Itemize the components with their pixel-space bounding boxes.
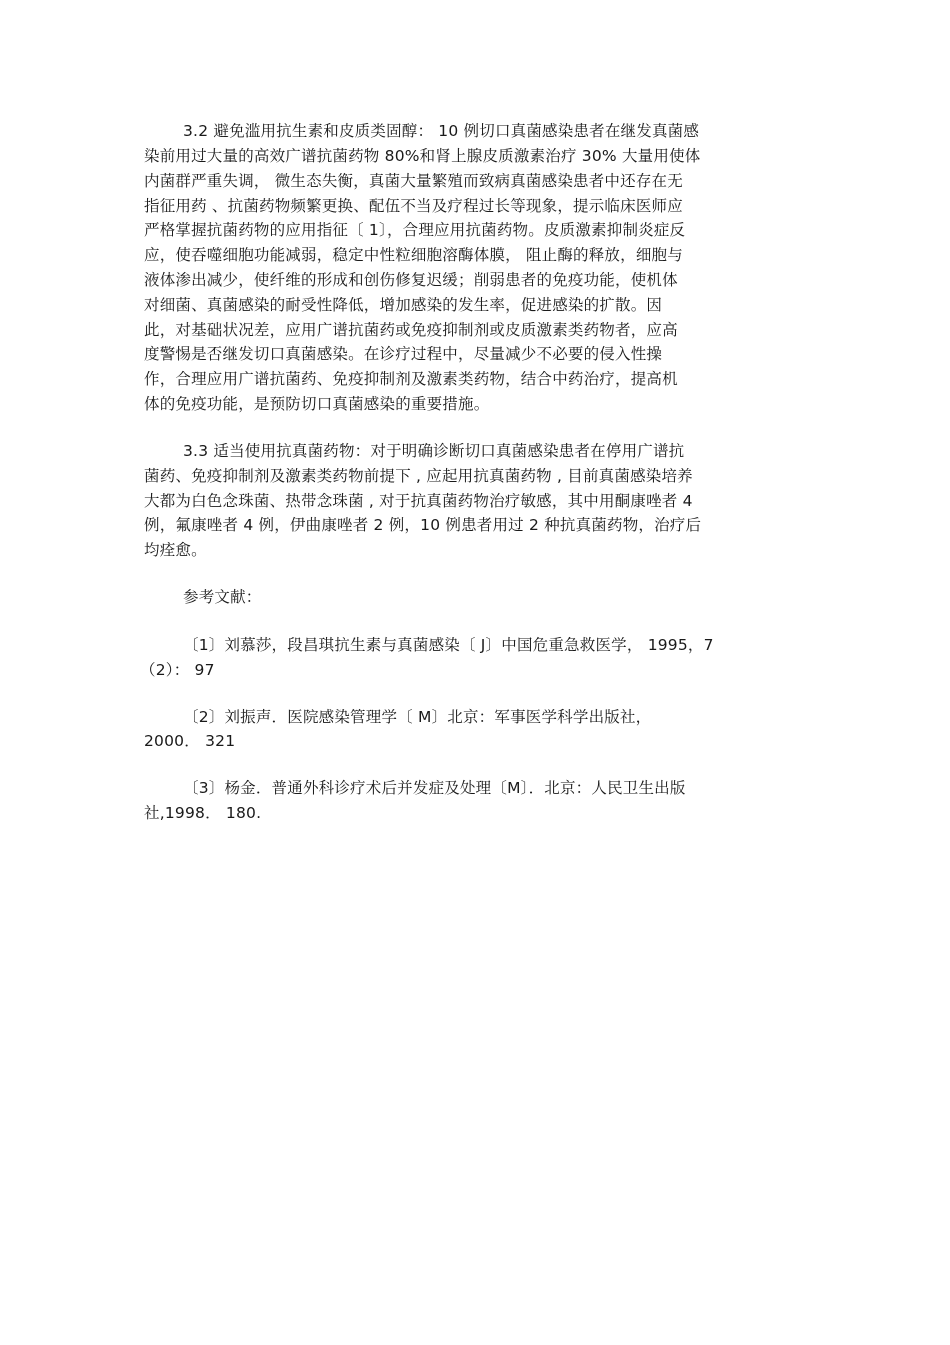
paragraph-line: 例，氟康唑者 4 例，伊曲康唑者 2 例，10 例患者用过 2 种抗真菌药物，治疗后: [144, 516, 702, 534]
paragraph-line: 大都为白色念珠菌、热带念珠菌 , 对于抗真菌药物治疗敏感，其中用酮康唑者 4: [144, 492, 693, 510]
paragraph-line: 度警惕是否继发切口真菌感染。在诊疗过程中，尽量减少不必要的侵入性操: [144, 345, 663, 363]
reference-line: 〔2〕刘振声．医院感染管理学〔 M〕北京：军事医学科学出版社，: [183, 708, 652, 726]
paragraph-line: 菌药、免疫抑制剂及激素类药物前提下 , 应起用抗真菌药物 , 目前真菌感染培养: [144, 467, 693, 485]
paragraph-line: 对细菌、真菌感染的耐受性降低，增加感染的发生率，促进感染的扩散。因: [144, 296, 663, 314]
paragraph-line: 液体渗出减少，使纤维的形成和创伤修复迟缓；削弱患者的免疫功能，使机体: [144, 271, 678, 289]
reference-line: 〔1〕刘慕莎，段昌琪抗生素与真菌感染〔 J〕中国危重急救医学， 1995，7: [183, 636, 714, 654]
paragraph-line: 内菌群严重失调， 微生态失衡，真菌大量繁殖而致病真菌感染患者中还存在无: [144, 172, 683, 190]
reference-line: （2）： 97: [140, 661, 215, 679]
paragraph-line: 染前用过大量的高效广谱抗菌药物 80%和肾上腺皮质激素治疗 30% 大量用使体: [144, 147, 701, 165]
paragraph-line: 均痊愈。: [144, 541, 207, 559]
paragraph-line: 指征用药 、抗菌药物频繁更换、配伍不当及疗程过长等现象，提示临床医师应: [144, 197, 683, 215]
paragraph-line: 体的免疫功能，是预防切口真菌感染的重要措施。: [144, 395, 490, 413]
reference-line: 2000． 321: [144, 732, 236, 750]
reference-line: 〔3〕杨金．普通外科诊疗术后并发症及处理〔M〕．北京：人民卫生出版: [183, 779, 686, 797]
paragraph-line: 应，使吞噬细胞功能减弱，稳定中性粒细胞溶酶体膜， 阻止酶的释放，细胞与: [144, 246, 683, 264]
paragraph-line: 严格掌握抗菌药物的应用指征〔 1〕，合理应用抗菌药物。皮质激素抑制炎症反: [144, 221, 686, 239]
paragraph-line: 3.2 避免滥用抗生素和皮质类固醇： 10 例切口真菌感染患者在继发真菌感: [183, 122, 700, 140]
paragraph-line: 3.3 适当使用抗真菌药物：对于明确诊断切口真菌感染患者在停用广谱抗: [183, 442, 685, 460]
paragraph-line: 作，合理应用广谱抗菌药、免疫抑制剂及激素类药物，结合中药治疗，提高机: [144, 370, 678, 388]
reference-line: 社,1998． 180.: [144, 804, 262, 822]
references-heading: 参考文献：: [183, 588, 262, 606]
paragraph-line: 此，对基础状况差，应用广谱抗菌药或免疫抑制剂或皮质激素类药物者，应高: [144, 321, 678, 339]
